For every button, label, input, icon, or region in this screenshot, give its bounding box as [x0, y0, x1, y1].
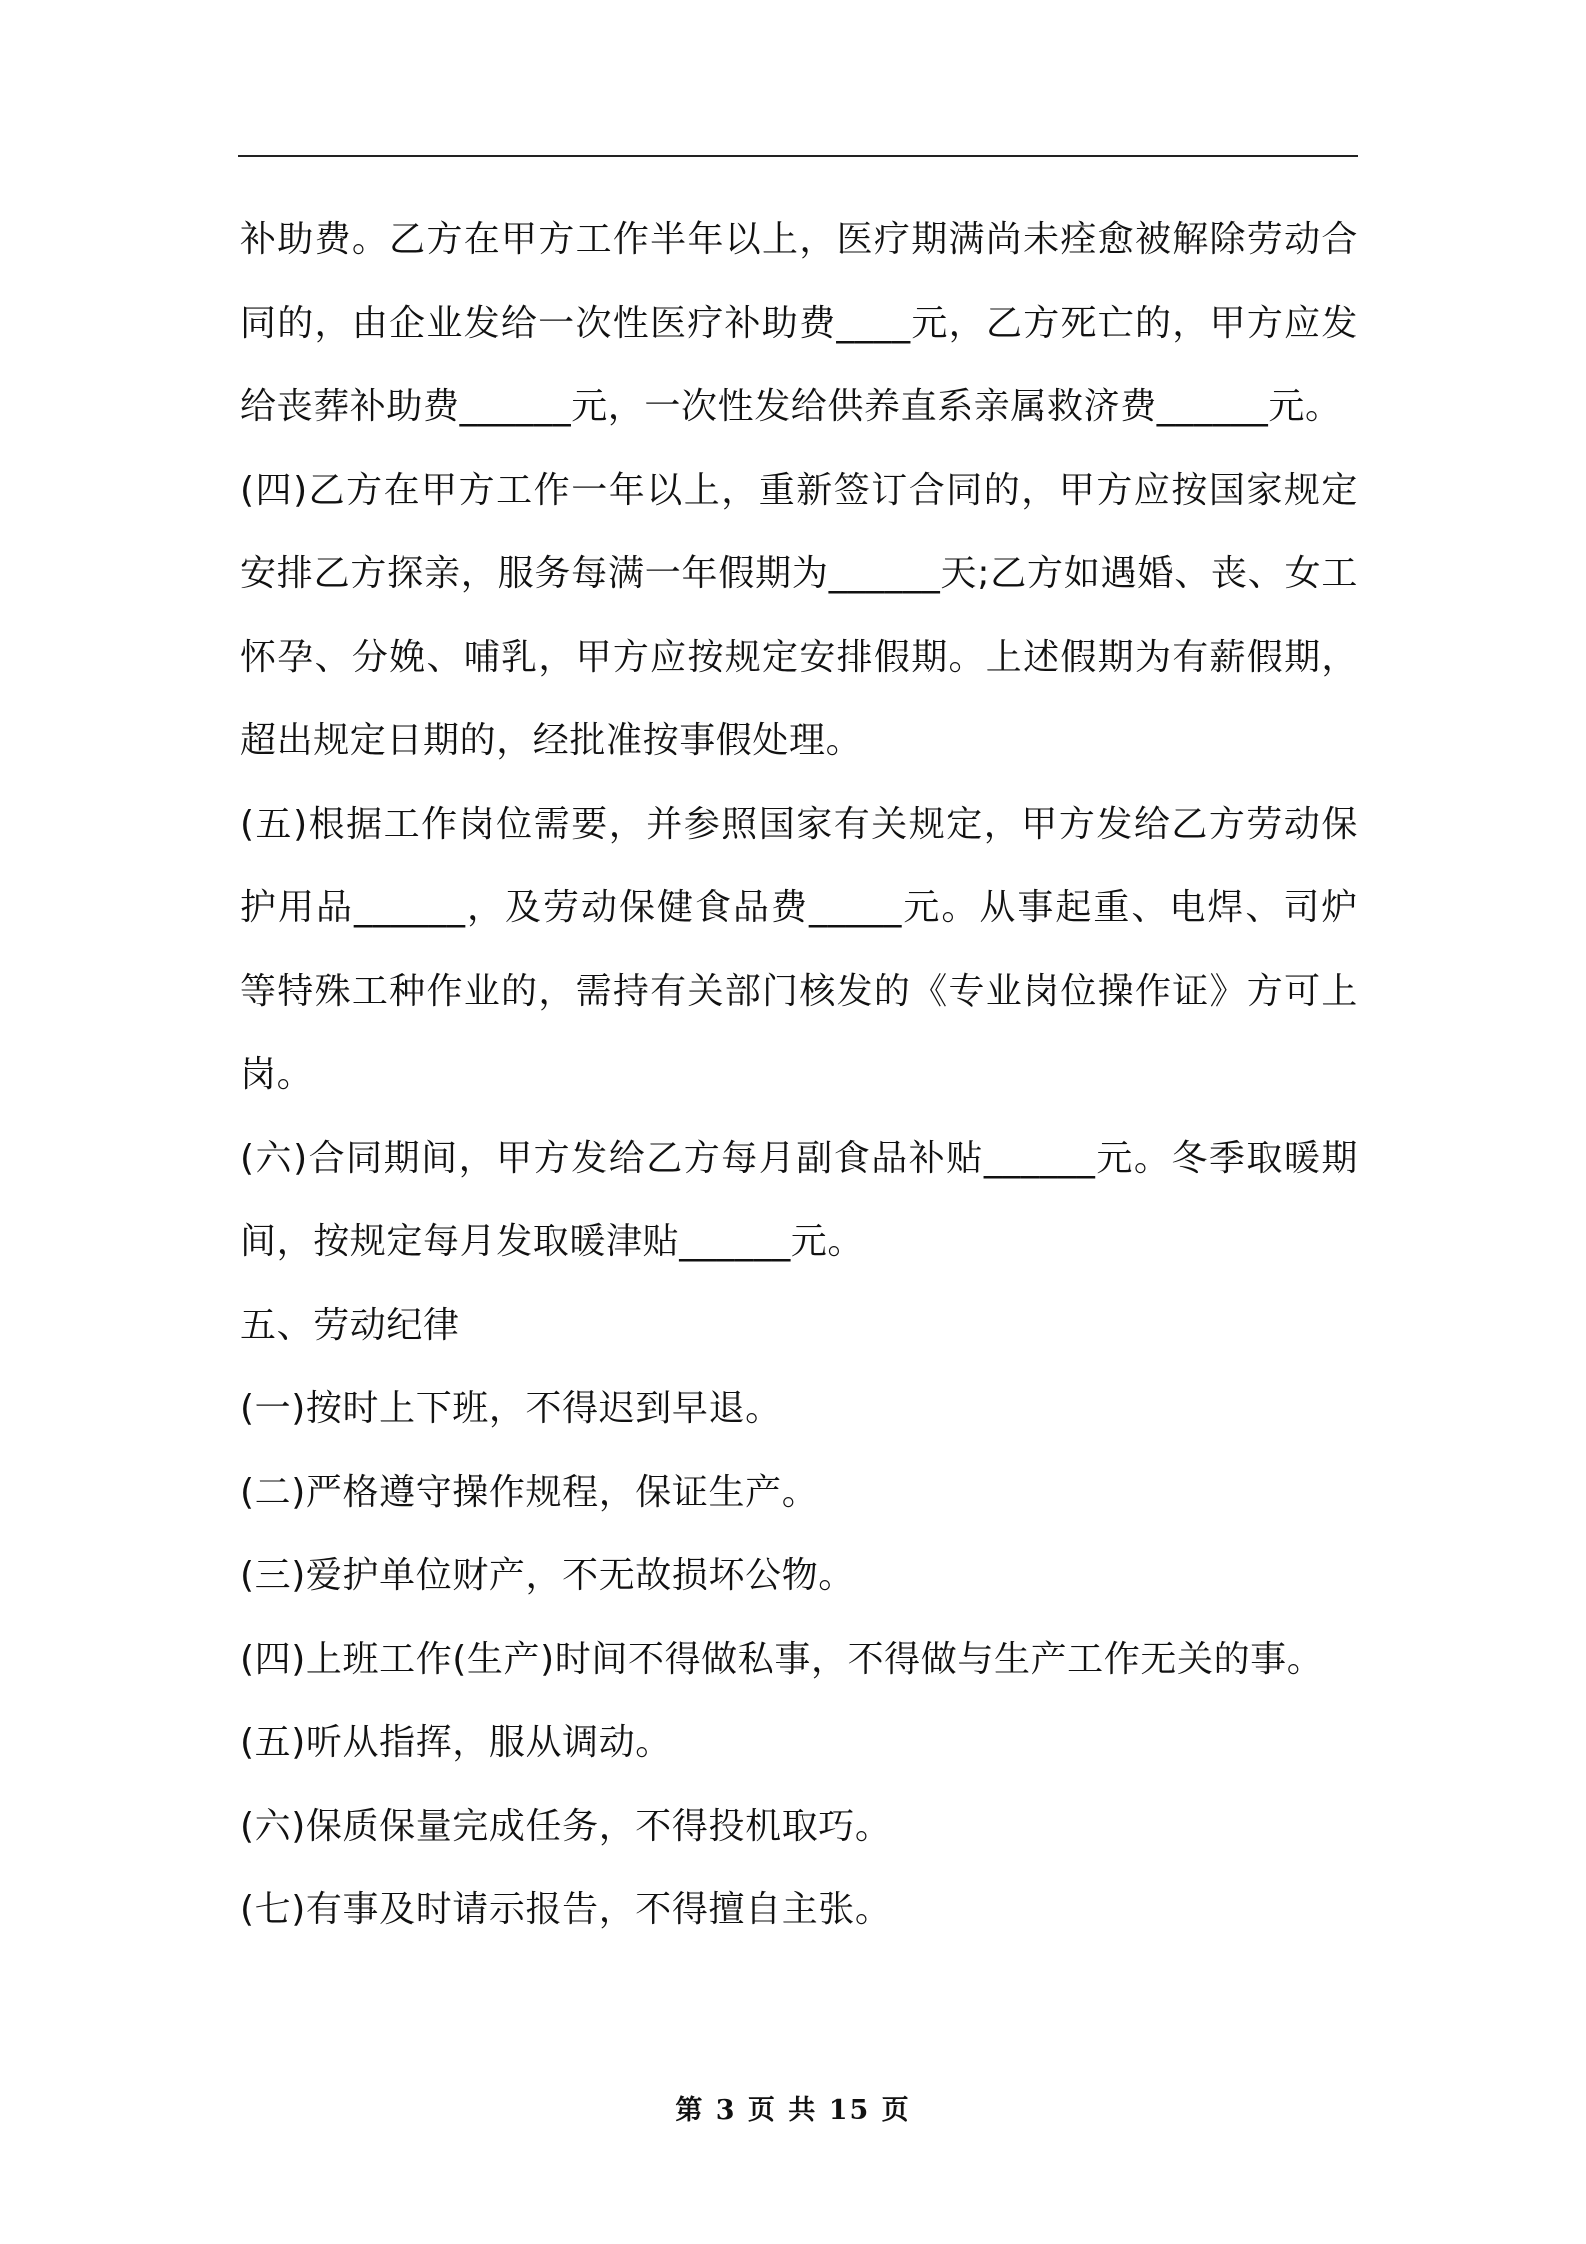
- document-body: [240, 198, 1358, 1952]
- discipline-item-6: (六)保质保量完成任务，不得投机取巧。: [240, 1805, 892, 1847]
- paragraph-medical-subsidy: 补助费。乙方在甲方工作半年以上，医疗期满尚未痊愈被解除劳动合同的，由企业发给一次性医疗补助费____元，乙方死亡的，甲方应发给丧葬补助费______元，一次性发给供养直系亲属救济费______元。: [240, 219, 1358, 427]
- section-heading-labor-discipline: 五、劳动纪律: [240, 1304, 460, 1346]
- discipline-item-4: (四)上班工作(生产)时间不得做私事，不得做与生产工作无关的事。: [240, 1638, 1324, 1680]
- paragraph-home-leave: (四)乙方在甲方工作一年以上，重新签订合同的，甲方应按国家规定安排乙方探亲，服务每满一年假期为______天;乙方如遇婚、丧、女工怀孕、分娩、哺乳，甲方应按规定安排假期。上述假期为有薪假期，超出规定日期的，经批准按事假处理。: [240, 469, 1358, 761]
- page-number: 第 3 页 共 15 页: [675, 2095, 911, 2126]
- paragraph-protective-equipment: (五)根据工作岗位需要，并参照国家有关规定，甲方发给乙方劳动保护用品______，及劳动保健食品费_____元。从事起重、电焊、司炉等特殊工种作业的，需持有关部门核发的《专业岗位操作证》方可上岗。: [240, 803, 1358, 1095]
- discipline-item-7: (七)有事及时请示报告，不得擅自主张。: [240, 1889, 892, 1930]
- header-rule: [238, 155, 1358, 157]
- discipline-item-3: (三)爱护单位财产，不无故损坏公物。: [240, 1555, 855, 1596]
- paragraph-food-subsidy: (六)合同期间，甲方发给乙方每月副食品补贴______元。冬季取暖期间，按规定每月发取暖津贴______元。: [240, 1137, 1358, 1262]
- discipline-item-2: (二)严格遵守操作规程，保证生产。: [240, 1471, 819, 1513]
- discipline-item-1: (一)按时上下班，不得迟到早退。: [240, 1388, 782, 1429]
- discipline-item-5: (五)听从指挥，服从调动。: [240, 1722, 672, 1763]
